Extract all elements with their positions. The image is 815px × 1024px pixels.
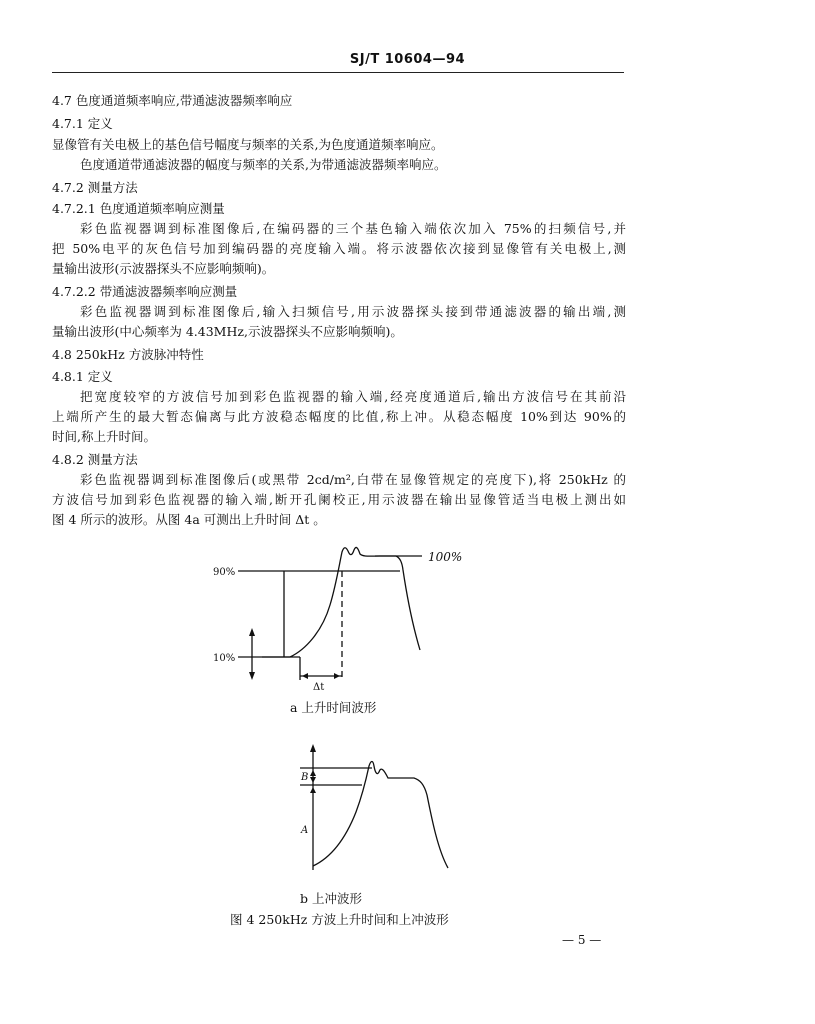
rise-time-waveform-curve: [262, 547, 420, 657]
b-arrow-bottom: [310, 777, 316, 783]
figure-4b-caption: b 上冲波形: [300, 891, 362, 906]
label-90-percent: 90%: [213, 567, 236, 578]
section-4-7-2-2-heading: 4.7.2.2 带通滤波器频率响应测量: [52, 284, 238, 299]
method-4-7-2-1-line-1: 彩色监视器调到标准图像后,在编码器的三个基色输入端依次加入 75%的扫频信号,并: [80, 221, 626, 236]
section-4-7-heading: 4.7 色度通道频率响应,带通滤波器频率响应: [52, 93, 293, 108]
label-b: B: [301, 772, 309, 783]
figure-4b-overshoot-waveform: [300, 744, 448, 870]
label-100-percent: 100%: [428, 550, 463, 564]
section-4-7-2-1-heading: 4.7.2.1 色度通道频率响应测量: [52, 201, 225, 216]
method-4-7-2-1-line-2: 把 50%电平的灰色信号加到编码器的亮度输入端。将示波器依次接到显像管有关电极上,测: [52, 241, 626, 256]
delta-t-arrow-left: [302, 673, 308, 679]
axis-b-arrow-up: [310, 744, 316, 752]
section-4-8-heading: 4.8 250kHz 方波脉冲特性: [52, 347, 204, 362]
section-4-8-1-heading: 4.8.1 定义: [52, 369, 113, 384]
method-4-8-2-line-1: 彩色监视器调到标准图像后(或黑带 2cd/m²,白带在显像管规定的亮度下),将 250kHz 的: [80, 472, 626, 487]
axis-arrow-down: [249, 672, 255, 680]
overshoot-waveform-curve: [313, 762, 448, 869]
definition-4-8-1-line-2: 上端所产生的最大暂态偏离与此方波稳态幅度的比值,称上冲。从稳态幅度 10%到达 90%的: [52, 409, 626, 424]
definition-paragraph-2: 色度通道带通滤波器的幅度与频率的关系,为带通滤波器频率响应。: [80, 157, 447, 172]
section-4-7-2-heading: 4.7.2 测量方法: [52, 180, 138, 195]
delta-t-arrow-right: [334, 673, 340, 679]
figure-4a-caption: a 上升时间波形: [290, 700, 377, 715]
section-4-8-2-heading: 4.8.2 测量方法: [52, 452, 138, 467]
b-arrow-top: [310, 770, 316, 776]
page-number: — 5 —: [562, 933, 602, 947]
method-4-7-2-1-line-3: 量输出波形(示波器探头不应影响频响)。: [52, 261, 275, 276]
label-delta-t: Δt: [313, 682, 325, 693]
definition-paragraph-1: 显像管有关电极上的基色信号幅度与频率的关系,为色度通道频率响应。: [52, 137, 444, 152]
definition-4-8-1-line-1: 把宽度较窄的方波信号加到彩色监视器的输入端,经亮度通道后,输出方波信号在其前沿: [80, 389, 626, 404]
a-arrow-top: [310, 787, 316, 793]
method-4-8-2-line-3: 图 4 所示的波形。从图 4a 可测出上升时间 Δt 。: [52, 512, 326, 527]
method-4-8-2-line-2: 方波信号加到彩色监视器的输入端,断开孔阑校正,用示波器在输出显像管适当电极上测出如: [52, 492, 626, 507]
figure-4-caption: 图 4 250kHz 方波上升时间和上冲波形: [230, 912, 449, 927]
method-4-7-2-2-line-2: 量输出波形(中心频率为 4.43MHz,示波器探头不应影响频响)。: [52, 324, 403, 339]
document-id-header: SJ/T 10604—94: [349, 52, 466, 67]
method-4-7-2-2-line-1: 彩色监视器调到标准图像后,输入扫频信号,用示波器探头接到带通滤波器的输出端,测: [80, 304, 626, 319]
label-10-percent: 10%: [213, 653, 236, 664]
definition-4-8-1-line-3: 时间,称上升时间。: [52, 429, 156, 444]
axis-arrow-up: [249, 628, 255, 636]
section-4-7-1-heading: 4.7.1 定义: [52, 116, 113, 131]
label-a: A: [301, 825, 309, 836]
